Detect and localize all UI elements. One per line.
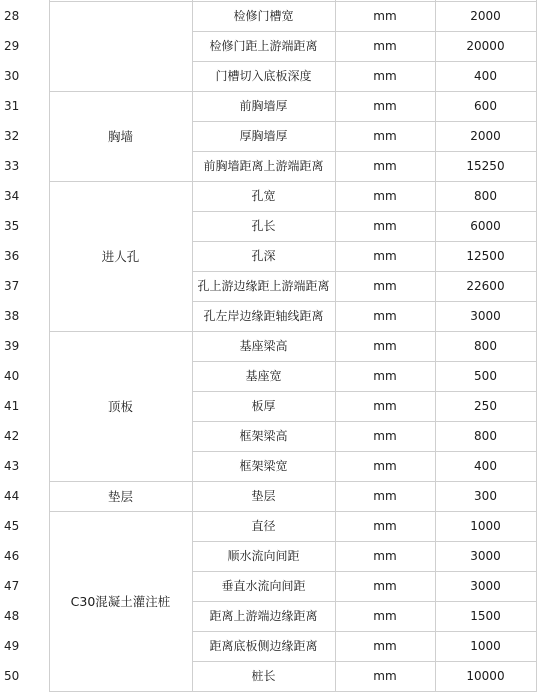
param-cell[interactable]: 孔长	[251, 219, 276, 233]
param-cell[interactable]: 垂直水流向间距	[221, 579, 306, 593]
row-number: 39	[4, 339, 20, 353]
param-cell[interactable]: 孔左岸边缘距轴线距离	[203, 309, 324, 323]
param-cell[interactable]: 前胸墙厚	[239, 99, 288, 113]
value-cell[interactable]: 400	[474, 459, 497, 473]
value-cell[interactable]: 2000	[470, 9, 501, 23]
unit-cell[interactable]: mm	[373, 39, 397, 53]
unit-cell[interactable]: mm	[373, 219, 397, 233]
param-cell[interactable]: 检修门距上游端距离	[209, 39, 318, 53]
unit-cell[interactable]: mm	[373, 459, 397, 473]
grid-line	[192, 301, 536, 302]
unit-cell[interactable]: mm	[373, 99, 397, 113]
row-number: 30	[4, 69, 20, 83]
unit-cell[interactable]: mm	[373, 609, 397, 623]
param-cell[interactable]: 厚胸墙厚	[239, 129, 288, 143]
value-cell[interactable]: 3000	[470, 549, 501, 563]
unit-cell[interactable]: mm	[373, 69, 397, 83]
unit-cell[interactable]: mm	[373, 9, 397, 23]
value-cell[interactable]: 2000	[470, 129, 501, 143]
value-cell[interactable]: 10000	[466, 669, 505, 683]
grid-line	[49, 511, 536, 512]
category-cell[interactable]	[49, 1, 192, 91]
row-number: 49	[4, 639, 20, 653]
param-cell[interactable]: 距离底板侧边缘距离	[209, 639, 318, 653]
unit-cell[interactable]: mm	[373, 129, 397, 143]
category-cell[interactable]: 垫层	[107, 489, 133, 504]
grid-line	[192, 241, 536, 242]
param-cell[interactable]: 孔上游边缘距上游端距离	[197, 279, 330, 293]
grid-line	[335, 0, 336, 692]
row-number: 31	[4, 99, 20, 113]
row-number: 35	[4, 219, 20, 233]
grid-line	[192, 571, 536, 572]
grid-line	[192, 271, 536, 272]
grid-line	[192, 361, 536, 362]
grid-line	[192, 631, 536, 632]
unit-cell[interactable]: mm	[373, 399, 397, 413]
param-cell[interactable]: 检修门槽宽	[233, 9, 294, 23]
row-number: 34	[4, 189, 20, 203]
grid-line	[192, 151, 536, 152]
value-cell[interactable]: 250	[474, 399, 497, 413]
grid-line	[192, 541, 536, 542]
row-number: 47	[4, 579, 20, 593]
category-cell[interactable]: C30混凝土灌注桩	[70, 594, 171, 609]
grid-line	[49, 181, 536, 182]
param-cell[interactable]: 基座宽	[245, 369, 282, 383]
param-cell[interactable]: 桩长	[251, 669, 276, 683]
unit-cell[interactable]: mm	[373, 159, 397, 173]
unit-cell[interactable]: mm	[373, 429, 397, 443]
row-number: 46	[4, 549, 20, 563]
value-cell[interactable]: 6000	[470, 219, 501, 233]
unit-cell[interactable]: mm	[373, 489, 397, 503]
value-cell[interactable]: 400	[474, 69, 497, 83]
param-cell[interactable]: 框架梁宽	[239, 459, 288, 473]
unit-cell[interactable]: mm	[373, 639, 397, 653]
value-cell[interactable]: 300	[474, 489, 497, 503]
unit-cell[interactable]: mm	[373, 249, 397, 263]
grid-line	[192, 391, 536, 392]
value-cell[interactable]: 3000	[470, 309, 501, 323]
row-number: 41	[4, 399, 20, 413]
param-cell[interactable]: 框架梁高	[239, 429, 288, 443]
row-number: 40	[4, 369, 20, 383]
value-cell[interactable]: 500	[474, 369, 497, 383]
param-cell[interactable]: 直径	[251, 519, 276, 533]
value-cell[interactable]: 800	[474, 189, 497, 203]
param-cell[interactable]: 门槽切入底板深度	[215, 69, 312, 83]
grid-line	[192, 661, 536, 662]
unit-cell[interactable]: mm	[373, 369, 397, 383]
value-cell[interactable]: 12500	[466, 249, 505, 263]
param-cell[interactable]: 孔深	[251, 249, 276, 263]
grid-line	[435, 0, 436, 692]
value-cell[interactable]: 600	[474, 99, 497, 113]
param-cell[interactable]: 垫层	[251, 489, 276, 503]
grid-line	[192, 211, 536, 212]
row-number: 44	[4, 489, 20, 503]
value-cell[interactable]: 15250	[466, 159, 505, 173]
grid-line	[192, 451, 536, 452]
grid-line	[192, 0, 193, 692]
row-number: 50	[4, 669, 20, 683]
row-number: 32	[4, 129, 20, 143]
unit-cell[interactable]: mm	[373, 279, 397, 293]
value-cell[interactable]: 800	[474, 429, 497, 443]
grid-line	[49, 91, 536, 92]
grid-line	[49, 481, 536, 482]
param-cell[interactable]: 顺水流向间距	[227, 549, 300, 563]
row-number: 43	[4, 459, 20, 473]
param-cell[interactable]: 距离上游端边缘距离	[209, 609, 318, 623]
param-cell[interactable]: 板厚	[251, 399, 276, 413]
grid-line	[49, 1, 536, 2]
value-cell[interactable]: 800	[474, 339, 497, 353]
param-cell[interactable]: 孔宽	[251, 189, 276, 203]
category-cell[interactable]: 胸墙	[107, 129, 133, 144]
grid-line	[192, 421, 536, 422]
grid-line	[192, 61, 536, 62]
value-cell[interactable]: 20000	[466, 39, 505, 53]
row-number: 28	[4, 9, 20, 23]
value-cell[interactable]: 22600	[466, 279, 505, 293]
unit-cell[interactable]: mm	[373, 309, 397, 323]
grid-line	[49, 331, 536, 332]
unit-cell[interactable]: mm	[373, 549, 397, 563]
unit-cell[interactable]: mm	[373, 579, 397, 593]
value-cell[interactable]: 1000	[470, 519, 501, 533]
unit-cell[interactable]: mm	[373, 189, 397, 203]
row-number: 33	[4, 159, 20, 173]
row-number: 38	[4, 309, 20, 323]
value-cell[interactable]: 1000	[470, 639, 501, 653]
param-cell[interactable]: 基座梁高	[239, 339, 288, 353]
row-number: 29	[4, 39, 20, 53]
row-number: 45	[4, 519, 20, 533]
row-number: 48	[4, 609, 20, 623]
grid-line	[192, 31, 536, 32]
param-cell[interactable]: 前胸墙距离上游端距离	[203, 159, 324, 173]
category-cell[interactable]: 顶板	[107, 399, 133, 414]
unit-cell[interactable]: mm	[373, 669, 397, 683]
grid-line	[192, 601, 536, 602]
row-number: 36	[4, 249, 20, 263]
value-cell[interactable]: 1500	[470, 609, 501, 623]
row-number: 37	[4, 279, 20, 293]
category-cell[interactable]: 进人孔	[101, 249, 140, 264]
row-number: 42	[4, 429, 20, 443]
unit-cell[interactable]: mm	[373, 519, 397, 533]
unit-cell[interactable]: mm	[373, 339, 397, 353]
grid-line	[192, 121, 536, 122]
value-cell[interactable]: 3000	[470, 579, 501, 593]
grid-line	[49, 0, 50, 692]
